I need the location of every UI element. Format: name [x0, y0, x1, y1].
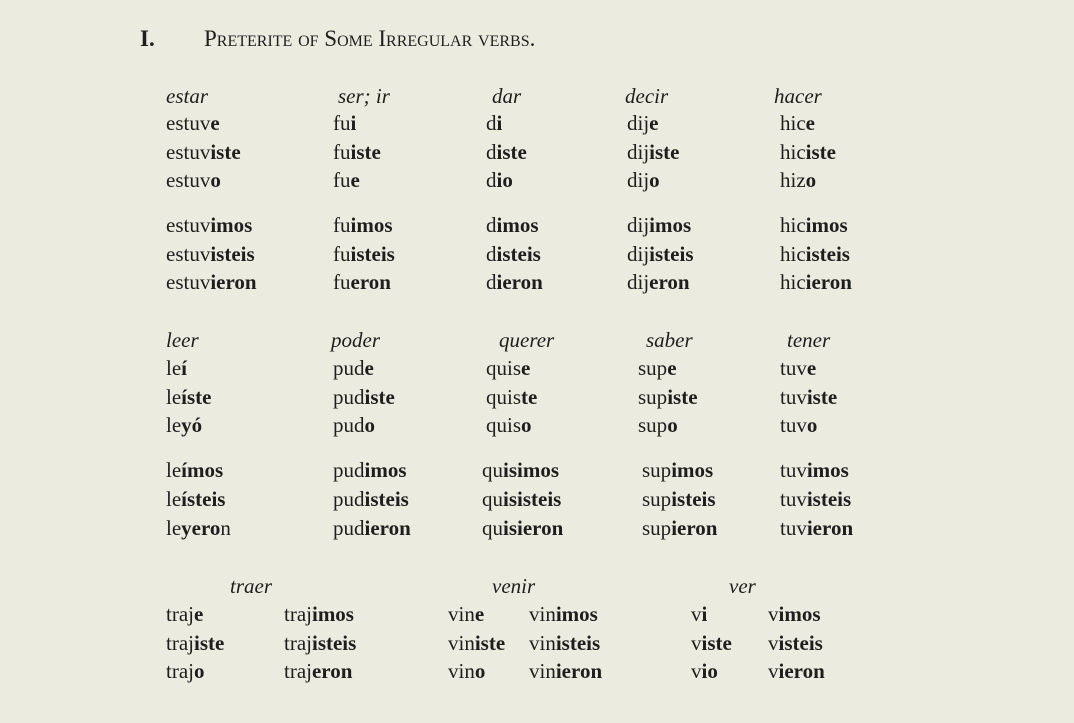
verb-stem: le	[166, 413, 182, 437]
verb-ending: imos	[649, 213, 692, 237]
verb-infinitive: dar	[492, 84, 522, 108]
verb-ending: yó	[181, 413, 203, 437]
verb-ending: isteis	[210, 242, 255, 266]
verb-ending: o	[805, 168, 817, 192]
verb-ending: o	[193, 659, 205, 683]
verb-stem: tuv	[780, 356, 807, 380]
verb-ending: isteis	[350, 242, 395, 266]
verb-ending: eron	[649, 270, 690, 294]
verb-stem: le	[166, 385, 182, 409]
conjugated-form	[768, 602, 821, 627]
conjugated-form	[780, 413, 817, 438]
verb-stem: v	[768, 659, 779, 683]
verb-ending: i	[701, 602, 708, 626]
conjugated-form	[333, 487, 409, 512]
verb-infinitive: ser; ir	[338, 84, 390, 108]
verb-stem: quis	[486, 413, 522, 437]
section-number: I.	[140, 26, 155, 51]
conjugated-form	[482, 458, 559, 483]
verb-stem: hic	[780, 140, 806, 164]
verb-stem: traj	[166, 659, 194, 683]
verb-ending: imos	[496, 213, 539, 237]
conjugated-form	[333, 111, 356, 136]
conjugated-form	[333, 242, 395, 267]
conjugated-form	[333, 385, 395, 410]
verb-infinitive: tener	[787, 328, 831, 352]
verb-ending: eron	[350, 270, 391, 294]
verb-infinitive: estar	[166, 84, 208, 108]
verb-stem: v	[691, 631, 702, 655]
verb-ending: e	[521, 356, 531, 380]
verb-ending: isteis	[805, 242, 850, 266]
conjugated-form	[166, 111, 220, 136]
conjugated-form	[166, 213, 252, 238]
verb-ending: e	[667, 356, 677, 380]
verb-ending: ieron	[364, 516, 411, 540]
conjugated-form	[780, 458, 849, 483]
verb-stem: estuv	[166, 168, 211, 192]
conjugated-form	[486, 356, 530, 381]
verb-ending: ieron	[210, 270, 257, 294]
conjugated-form	[486, 270, 543, 295]
verb-ending: iste	[474, 631, 506, 655]
verb-infinitive: decir	[625, 84, 669, 108]
conjugated-form	[627, 140, 680, 165]
conjugated-form	[691, 631, 732, 656]
conjugated-form	[333, 516, 411, 541]
verb-ending: o	[667, 413, 678, 437]
conjugated-form	[780, 516, 853, 541]
verb-stem: sup	[638, 356, 668, 380]
verb-ending: iste	[496, 140, 527, 164]
verb-ending: o	[806, 413, 818, 437]
verb-stem: dij	[627, 242, 650, 266]
verb-infinitive: venir	[492, 574, 536, 598]
verb-stem: d	[486, 140, 497, 164]
verb-ending: isteis	[496, 242, 541, 266]
verb-stem: d	[486, 242, 497, 266]
conjugated-form	[166, 356, 187, 381]
verb-infinitive: leer	[166, 328, 199, 352]
verb-ending: imos	[555, 602, 598, 626]
verb-ending: io	[701, 659, 718, 683]
verb-stem: le	[166, 516, 182, 540]
conjugated-form	[529, 631, 600, 656]
verb-infinitive: hacer	[774, 84, 822, 108]
verb-ending: iste	[667, 385, 698, 409]
conjugated-form	[642, 487, 716, 512]
verb-ending: e	[649, 111, 659, 135]
verb-stem: vin	[448, 659, 475, 683]
verb-stem: estuv	[166, 140, 211, 164]
verb-ending: isisteis	[503, 487, 562, 511]
verb-stem: pud	[333, 385, 365, 409]
verb-stem: qu	[482, 458, 503, 482]
conjugated-form	[780, 111, 815, 136]
conjugated-form	[448, 631, 505, 656]
verb-ending: iste	[701, 631, 732, 655]
verb-stem: traj	[284, 602, 312, 626]
verb-stem: tuv	[780, 385, 807, 409]
verb-stem: fu	[333, 168, 351, 192]
verb-stem: vin	[529, 631, 556, 655]
verb-stem: v	[691, 602, 702, 626]
verb-ending: ieron	[778, 659, 825, 683]
verb-ending: e	[806, 356, 817, 380]
verb-ending: e	[474, 602, 485, 626]
conjugated-form	[333, 213, 393, 238]
verb-stem: hic	[780, 111, 806, 135]
verb-ending: isteis	[649, 242, 694, 266]
verb-stem: qu	[482, 516, 503, 540]
verb-stem: pud	[333, 516, 365, 540]
verb-ending: ieron	[555, 659, 603, 683]
verb-ending: iste	[364, 385, 395, 409]
conjugated-form	[448, 602, 484, 627]
conjugated-form	[486, 168, 513, 193]
conjugated-form	[166, 487, 225, 512]
verb-ending: isteis	[778, 631, 823, 655]
conjugated-form	[627, 213, 691, 238]
verb-stem: hic	[780, 213, 806, 237]
verb-stem: traj	[284, 631, 312, 655]
verb-ending: o	[364, 413, 375, 437]
verb-ending: imos	[778, 602, 821, 626]
verb-ending: o	[474, 659, 486, 683]
verb-stem: tuv	[780, 516, 807, 540]
verb-stem: fu	[333, 140, 351, 164]
verb-ending: isteis	[364, 487, 409, 511]
verb-stem: fu	[333, 242, 351, 266]
verb-ending: imos	[671, 458, 714, 482]
verb-ending: imos	[364, 458, 407, 482]
section-title: Preterite of Some Irregular verbs.	[204, 26, 536, 51]
verb-ending: isteis	[806, 487, 852, 511]
verb-stem: fu	[333, 270, 351, 294]
conjugated-form	[691, 659, 718, 684]
conjugated-form	[638, 385, 698, 410]
conjugated-form	[166, 458, 223, 483]
conjugated-form	[166, 385, 211, 410]
verb-stem: tuv	[780, 413, 807, 437]
verb-tail: n	[220, 516, 231, 540]
verb-ending: ieron	[496, 270, 543, 294]
verb-ending: e	[364, 356, 374, 380]
verb-ending: isteis	[555, 631, 601, 655]
verb-stem: pud	[333, 458, 365, 482]
verb-stem: dij	[627, 270, 650, 294]
conjugated-form	[486, 213, 539, 238]
verb-ending: ímos	[181, 458, 224, 482]
verb-ending: í	[181, 356, 187, 380]
verb-ending: imos	[210, 213, 253, 237]
conjugated-form	[166, 270, 257, 295]
verb-ending: imos	[350, 213, 393, 237]
verb-stem: d	[486, 168, 497, 192]
conjugated-form	[780, 385, 837, 410]
conjugated-form	[627, 242, 694, 267]
verb-stem: le	[166, 487, 182, 511]
verb-infinitive: saber	[646, 328, 693, 352]
verb-ending: ieron	[671, 516, 718, 540]
verb-ending: ieron	[805, 270, 852, 294]
verb-ending: o	[521, 413, 532, 437]
verb-infinitive: ver	[729, 574, 756, 598]
conjugated-form	[284, 659, 352, 684]
verb-stem: v	[691, 659, 702, 683]
conjugated-form	[333, 458, 407, 483]
conjugated-form	[486, 111, 502, 136]
verb-ending: imos	[311, 602, 354, 626]
verb-stem: traj	[166, 631, 194, 655]
conjugated-form	[166, 413, 202, 438]
conjugated-form	[333, 413, 375, 438]
verb-stem: dij	[627, 213, 650, 237]
verb-ending: imos	[805, 213, 848, 237]
verb-stem: quis	[486, 356, 522, 380]
conjugated-form	[166, 242, 255, 267]
conjugated-form	[638, 413, 678, 438]
verb-ending: ísteis	[181, 487, 226, 511]
conjugated-form	[166, 631, 224, 656]
verb-ending: isteis	[671, 487, 716, 511]
verb-stem: le	[166, 356, 182, 380]
conjugated-form	[486, 140, 527, 165]
verb-ending: iste	[805, 140, 836, 164]
heading	[140, 26, 535, 52]
verb-stem: tuv	[780, 487, 807, 511]
verb-infinitive: querer	[499, 328, 555, 352]
verb-stem: sup	[638, 413, 668, 437]
verb-stem: hic	[780, 242, 806, 266]
conjugated-form	[486, 242, 541, 267]
verb-stem: estuv	[166, 213, 211, 237]
conjugated-form	[486, 413, 532, 438]
verb-ending: e	[350, 168, 360, 192]
conjugated-form	[166, 602, 203, 627]
verb-ending: eron	[311, 659, 353, 683]
conjugated-form	[529, 659, 602, 684]
verb-stem: v	[768, 631, 779, 655]
verb-infinitive: poder	[331, 328, 380, 352]
conjugated-form	[482, 487, 561, 512]
conjugated-form	[780, 487, 851, 512]
verb-stem: vin	[448, 631, 475, 655]
conjugated-form	[486, 385, 537, 410]
verb-ending: íste	[181, 385, 212, 409]
conjugated-form	[482, 516, 563, 541]
verb-stem: hic	[780, 270, 806, 294]
verb-stem: hiz	[780, 168, 806, 192]
verb-ending: e	[193, 602, 204, 626]
conjugated-form	[642, 516, 717, 541]
verb-ending: iste	[350, 140, 381, 164]
verb-ending: io	[496, 168, 513, 192]
verb-stem: v	[768, 602, 779, 626]
verb-stem: fu	[333, 111, 351, 135]
conjugated-form	[780, 213, 848, 238]
verb-ending: imos	[806, 458, 849, 482]
verb-ending: iste	[193, 631, 225, 655]
verb-stem: estuv	[166, 111, 211, 135]
conjugated-form	[768, 631, 823, 656]
conjugated-form	[780, 270, 852, 295]
verb-ending: ieron	[806, 516, 854, 540]
conjugated-form	[627, 270, 690, 295]
conjugated-form	[166, 140, 241, 165]
verb-stem: sup	[642, 516, 672, 540]
verb-stem: d	[486, 270, 497, 294]
conjugated-form	[333, 270, 391, 295]
conjugated-form	[780, 356, 816, 381]
conjugated-form	[284, 631, 356, 656]
conjugated-form	[780, 168, 816, 193]
conjugated-form	[166, 516, 231, 541]
verb-ending: o	[210, 168, 221, 192]
verb-stem: pud	[333, 356, 365, 380]
conjugated-form	[642, 458, 713, 483]
conjugated-form	[780, 242, 850, 267]
verb-stem: sup	[642, 487, 672, 511]
verb-stem: traj	[166, 602, 194, 626]
conjugated-form	[166, 659, 204, 684]
verb-stem: quis	[486, 385, 522, 409]
verb-stem: vin	[529, 602, 556, 626]
verb-stem: pud	[333, 413, 365, 437]
verb-ending: i	[496, 111, 503, 135]
verb-stem: sup	[642, 458, 672, 482]
verb-stem: d	[486, 111, 497, 135]
verb-ending: yero	[181, 516, 221, 540]
verb-infinitive: traer	[230, 574, 272, 598]
verb-stem: d	[486, 213, 497, 237]
verb-stem: dij	[627, 168, 650, 192]
verb-ending: iste	[210, 140, 241, 164]
conjugated-form	[627, 168, 660, 193]
verb-ending: i	[350, 111, 357, 135]
conjugated-form	[627, 111, 659, 136]
conjugated-form	[780, 140, 836, 165]
verb-ending: iste	[806, 385, 838, 409]
conjugated-form	[333, 168, 360, 193]
verb-ending: isteis	[311, 631, 357, 655]
verb-stem: tuv	[780, 458, 807, 482]
conjugated-form	[284, 602, 354, 627]
verb-stem: dij	[627, 140, 650, 164]
verb-stem: estuv	[166, 270, 211, 294]
verb-ending: e	[805, 111, 815, 135]
conjugated-form	[638, 356, 677, 381]
verb-ending: te	[521, 385, 538, 409]
conjugated-form	[529, 602, 598, 627]
verb-stem: vin	[448, 602, 475, 626]
verb-stem: qu	[482, 487, 503, 511]
verb-ending: iste	[649, 140, 680, 164]
verb-stem: vin	[529, 659, 556, 683]
verb-stem: pud	[333, 487, 365, 511]
verb-stem: le	[166, 458, 182, 482]
conjugated-form	[768, 659, 825, 684]
verb-stem: dij	[627, 111, 650, 135]
verb-ending: isimos	[503, 458, 560, 482]
verb-stem: fu	[333, 213, 351, 237]
verb-stem: sup	[638, 385, 668, 409]
conjugated-form	[166, 168, 221, 193]
verb-ending: isieron	[503, 516, 564, 540]
conjugated-form	[448, 659, 485, 684]
verb-stem: estuv	[166, 242, 211, 266]
verb-ending: e	[210, 111, 220, 135]
conjugated-form	[333, 140, 381, 165]
verb-ending: o	[649, 168, 660, 192]
conjugated-form	[691, 602, 707, 627]
verb-stem: traj	[284, 659, 312, 683]
conjugated-form	[333, 356, 374, 381]
